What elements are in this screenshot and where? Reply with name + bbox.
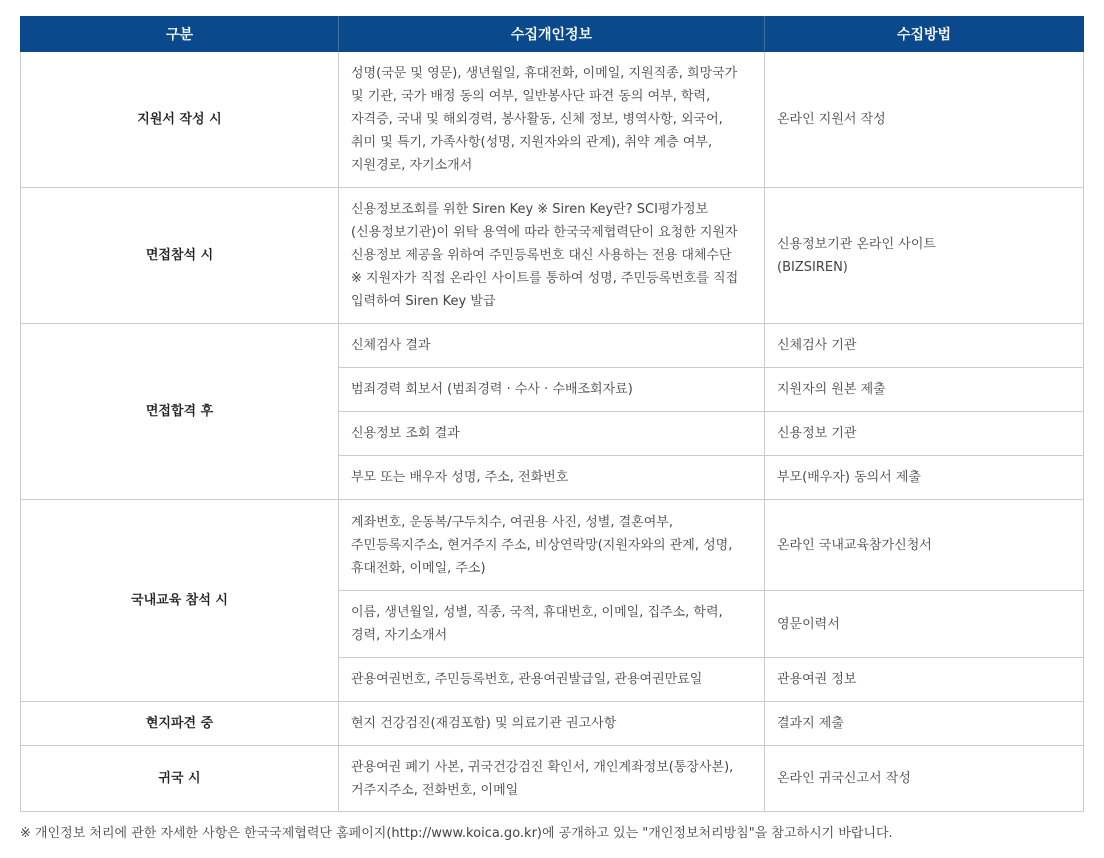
collected-info-cell: 범죄경력 회보서 (범죄경력 · 수사 · 수배조회자료) (339, 368, 765, 412)
header-category: 구분 (21, 17, 339, 52)
row-category: 지원서 작성 시 (21, 52, 339, 188)
collected-info-cell: 관용여권 폐기 사본, 귀국건강검진 확인서, 개인계좌정보(통장사본), 거주지주소, 전화번호, 이메일 (339, 746, 765, 812)
collected-info-cell: 관용여권번호, 주민등록번호, 관용여권발급일, 관용여권만료일 (339, 658, 765, 702)
table-row (21, 188, 1084, 324)
collected-info-cell: 신용정보 조회 결과 (339, 412, 765, 456)
collection-method-cell: 신용정보 기관 (765, 412, 1084, 456)
table-header-row (21, 17, 1084, 52)
collected-info-cell: 이름, 생년월일, 성별, 직종, 국적, 휴대번호, 이메일, 집주소, 학력, 경력, 자기소개서 (339, 591, 765, 658)
collected-info-cell: 신체검사 결과 (339, 324, 765, 368)
collection-method-cell: 온라인 지원서 작성 (765, 52, 1084, 188)
collection-method-cell: 온라인 귀국신고서 작성 (765, 746, 1084, 812)
table-row (21, 702, 1084, 746)
collected-info-cell: 부모 또는 배우자 성명, 주소, 전화번호 (339, 456, 765, 500)
table-row (21, 52, 1084, 188)
collection-method-cell: 관용여권 정보 (765, 658, 1084, 702)
row-category: 국내교육 참석 시 (21, 500, 339, 702)
collected-info-cell: 성명(국문 및 영문), 생년월일, 휴대전화, 이메일, 지원직종, 희망국가 및 기관, 국가 배정 동의 여부, 일반봉사단 파견 동의 여부, 학력, 자격증, 국내 및 해외경력, 봉사활동, 신체 정보, 병역사항, 외국어, 취미 및 특기, 가족사항(성명, 지원자와의 관계), 취약 계층 여부, 지원경로, 자기소개서 (339, 52, 765, 188)
row-category: 면접합격 후 (21, 324, 339, 500)
table-row (21, 500, 1084, 591)
collection-method-cell: 지원자의 원본 제출 (765, 368, 1084, 412)
header-collected-info: 수집개인정보 (339, 17, 765, 52)
header-collection-method: 수집방법 (765, 17, 1084, 52)
row-category: 귀국 시 (21, 746, 339, 812)
collected-info-cell: 신용정보조회를 위한 Siren Key ※ Siren Key란? SCI평가정보 (신용정보기관)이 위탁 용역에 따라 한국국제협력단이 요청한 지원자 신용정보 제공을 위하여 주민등록번호 대신 사용하는 전용 대체수단 ※ 지원자가 직접 온라인 사이트를 통하여 성명, 주민등록번호를 직접 입력하여 Siren Key 발급 (339, 188, 765, 324)
table-row (21, 324, 1084, 368)
privacy-table-container (20, 16, 1083, 812)
collected-info-cell: 현지 건강검진(재검포함) 및 의료기관 권고사항 (339, 702, 765, 746)
collection-method-cell: 부모(배우자) 동의서 제출 (765, 456, 1084, 500)
personal-info-table (20, 16, 1084, 812)
privacy-policy-footnote: ※ 개인정보 처리에 관한 자세한 사항은 한국국제협력단 홈페이지(http://www.koica.go.kr)에 공개하고 있는 "개인정보처리방침"을 참고하시기 바랍니다. (20, 826, 893, 841)
collection-method-cell: 온라인 국내교육참가신청서 (765, 500, 1084, 591)
collection-method-cell: 신체검사 기관 (765, 324, 1084, 368)
collection-method-cell: 결과지 제출 (765, 702, 1084, 746)
collected-info-cell: 계좌번호, 운동복/구두치수, 여권용 사진, 성별, 결혼여부, 주민등록지주소, 현거주지 주소, 비상연락망(지원자와의 관계, 성명, 휴대전화, 이메일, 주소) (339, 500, 765, 591)
row-category: 현지파견 중 (21, 702, 339, 746)
collection-method-cell: 신용정보기관 온라인 사이트 (BIZSIREN) (765, 188, 1084, 324)
collection-method-cell: 영문이력서 (765, 591, 1084, 658)
table-row (21, 746, 1084, 812)
row-category: 면접참석 시 (21, 188, 339, 324)
